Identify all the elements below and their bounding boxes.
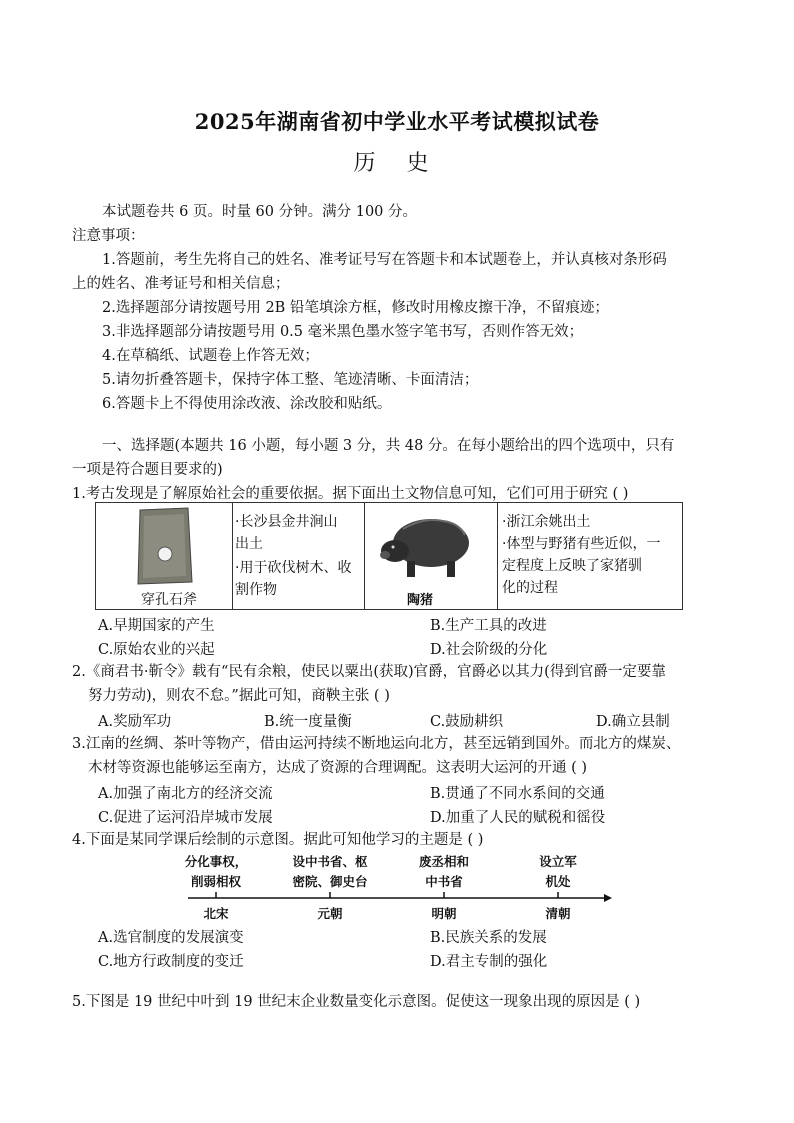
notice-5: 5.请勿折叠答题卡，保持字体工整、笔迹清晰、卡面清洁； <box>102 372 479 388</box>
q3-stem-1: 3.江南的丝绸、茶叶等物产，借由运河持续不断地运向北方，甚至远销到国外。而北方的煤炭、 <box>72 736 681 752</box>
timeline-era-4: 清朝 <box>545 906 571 921</box>
timeline-event-2-bottom: 密院、御史台 <box>292 874 368 889</box>
timeline-era-2: 元朝 <box>317 906 343 921</box>
q2-stem-2: 努力劳动)，则农不怠。”据此可知，商鞅主张 ( ) <box>88 688 390 704</box>
axe-cell <box>96 503 233 609</box>
q1-option-a[interactable]: A.早期国家的产生 <box>98 618 215 634</box>
q3-option-b[interactable]: B.贯通了不同水系间的交通 <box>430 786 605 802</box>
q1-stem: 1.考古发现是了解原始社会的重要依据。据下面出土文物信息可知，它们可用于研究 ( ) <box>72 486 629 502</box>
q4-option-b[interactable]: B.民族关系的发展 <box>430 930 547 946</box>
section-heading: 一、选择题(本题共 16 小题，每小题 3 分，共 48 分。在每小题给出的四个选项中，只有 <box>102 438 675 454</box>
notice-1a: 1.答题前，考生先将自己的姓名、准考证号写在答题卡和本试题卷上，并认真核对条形码 <box>102 252 667 268</box>
pottery-pig-image <box>379 507 475 585</box>
pig-cell <box>365 503 498 609</box>
axe-info-1: ·长沙县金井涧山 <box>235 514 338 530</box>
q4-option-d[interactable]: D.君主专制的强化 <box>430 954 548 970</box>
timeline-event-4-top: 设立军 <box>539 854 577 869</box>
q4-option-c[interactable]: C.地方行政制度的变迁 <box>98 954 244 970</box>
axe-info-4: 割作物 <box>235 582 277 598</box>
q4-stem: 4.下面是某同学课后绘制的示意图。据此可知他学习的主题是 ( ) <box>72 832 484 848</box>
q5-stem: 5.下图是 19 世纪中叶到 19 世纪末企业数量变化示意图。促使这一现象出现的原因是 ( ) <box>72 994 641 1010</box>
timeline-era-1: 北宋 <box>203 906 229 921</box>
pig-info-cell <box>498 503 684 609</box>
notice-6: 6.答题卡上不得使用涂改液、涂改胶和贴纸。 <box>102 396 392 412</box>
q4-timeline <box>180 850 620 920</box>
q1-figure <box>95 502 683 610</box>
notice-heading: 注意事项： <box>72 228 145 244</box>
notice-4: 4.在草稿纸、试题卷上作答无效； <box>102 348 319 364</box>
notice-1b: 上的姓名、准考证号和相关信息； <box>72 276 290 292</box>
q1-option-b[interactable]: B.生产工具的改进 <box>430 618 547 634</box>
q2-option-d[interactable]: D.确立县制 <box>596 714 670 730</box>
exam-title: 2025年湖南省初中学业水平考试模拟试卷 <box>194 109 600 134</box>
q2-option-c[interactable]: C.鼓励耕织 <box>430 714 504 730</box>
pig-info-2: ·体型与野猪有些近似，一 <box>502 536 661 552</box>
timeline-event-2-top: 设中书省、枢 <box>292 854 368 869</box>
q2-option-a[interactable]: A.奖励军功 <box>98 714 172 730</box>
axe-info-2: 出土 <box>235 536 263 552</box>
q2-option-b[interactable]: B.统一度量衡 <box>264 714 352 730</box>
timeline-era-3: 明朝 <box>431 906 457 921</box>
axe-info-cell <box>233 503 365 609</box>
exam-info: 本试题卷共 6 页。时量 60 分钟。满分 100 分。 <box>102 204 418 220</box>
timeline-event-3-top: 废丞相和 <box>418 854 469 869</box>
axe-caption: 穿孔石斧 <box>141 592 197 608</box>
pig-info-1: ·浙江余姚出土 <box>502 514 591 530</box>
notice-2: 2.选择题部分请按题号用 2B 铅笔填涂方框，修改时用橡皮擦干净，不留痕迹； <box>102 300 609 316</box>
section-heading-2: 一项是符合题目要求的) <box>72 462 223 478</box>
timeline-event-4-bottom: 机处 <box>545 874 571 889</box>
axe-info-3: ·用于砍伐树木、收 <box>235 560 352 576</box>
pig-caption: 陶猪 <box>407 593 434 608</box>
q3-option-c[interactable]: C.促进了运河沿岸城市发展 <box>98 810 273 826</box>
q1-option-d[interactable]: D.社会阶级的分化 <box>430 642 548 658</box>
q3-option-a[interactable]: A.加强了南北方的经济交流 <box>98 786 273 802</box>
q3-stem-2: 木材等资源也能够运至南方，达成了资源的合理调配。这表明大运河的开通 ( ) <box>88 760 588 776</box>
notice-3: 3.非选择题部分请按题号用 0.5 毫米黑色墨水签字笔书写，否则作答无效； <box>102 324 584 340</box>
pig-info-4: 化的过程 <box>502 580 558 596</box>
subject-title: 历 史 <box>353 151 441 176</box>
q1-option-c[interactable]: C.原始农业的兴起 <box>98 642 215 658</box>
q2-stem-1: 2.《商君书·靳令》载有“民有余粮，使民以粟出(获取)官爵，官爵必以其力(得到官爵一定要靠 <box>72 664 666 680</box>
timeline-event-1-top: 分化事权， <box>184 854 248 869</box>
q3-option-d[interactable]: D.加重了人民的赋税和徭役 <box>430 810 606 826</box>
pig-info-3: 定程度上反映了家猪驯 <box>502 558 642 574</box>
timeline-event-1-bottom: 削弱相权 <box>190 874 241 889</box>
q4-option-a[interactable]: A.选官制度的发展演变 <box>98 930 244 946</box>
timeline-event-3-bottom: 中书省 <box>425 874 463 889</box>
stone-axe-image <box>134 506 194 586</box>
